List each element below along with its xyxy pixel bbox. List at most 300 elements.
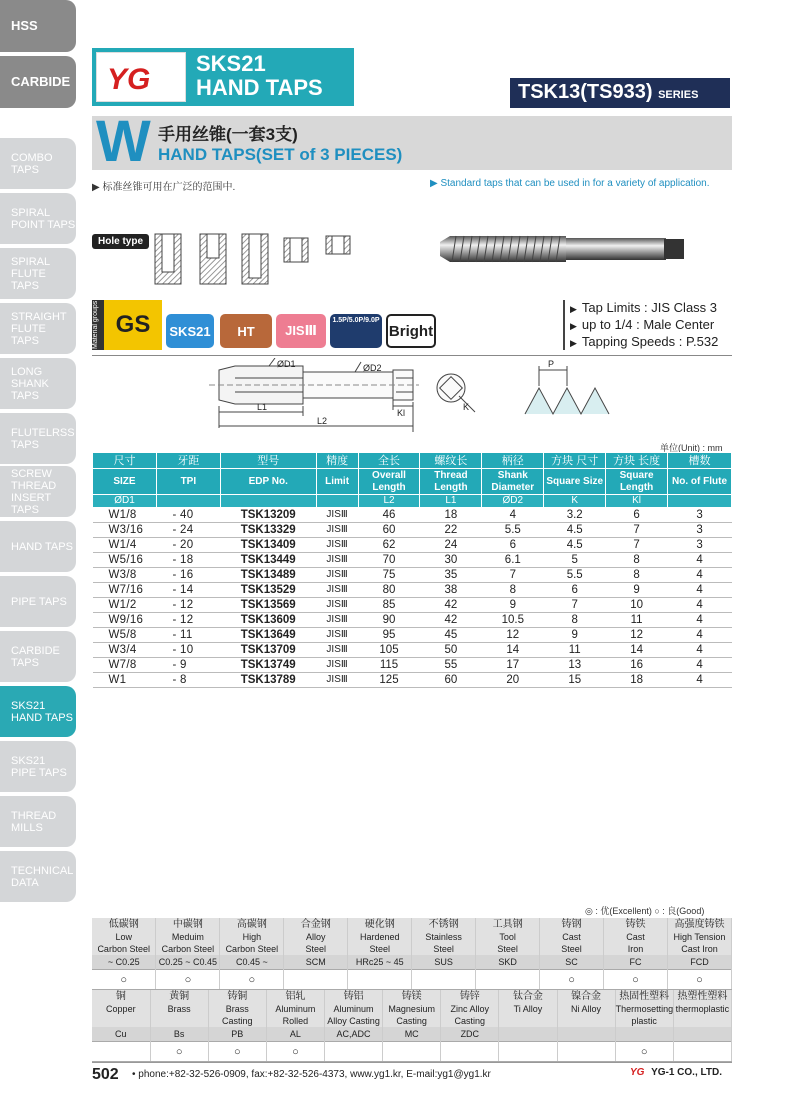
- material-badge: JISⅢ: [276, 314, 326, 348]
- material-cell: Bs: [150, 1027, 208, 1042]
- cell-edp: TSK13569: [220, 598, 316, 613]
- material-cell: ○: [667, 970, 731, 990]
- cell-kl: 18: [606, 673, 668, 688]
- sidebar-item[interactable]: [0, 631, 76, 682]
- material-cell: ○: [604, 970, 668, 990]
- material-cell: 黄铜: [150, 990, 208, 1003]
- cell-k: 11: [544, 643, 606, 658]
- material-cell: Cast Iron: [667, 943, 731, 955]
- table-row: [93, 523, 732, 538]
- material-cell: 铸钢: [540, 918, 604, 931]
- cell-kl: 12: [606, 628, 668, 643]
- material-cell: 铜: [92, 990, 150, 1003]
- sidebar-item[interactable]: [0, 796, 76, 847]
- sidebar-item-text: HAND TAPS: [11, 711, 73, 724]
- material-cell: thermoplastic: [673, 1003, 731, 1015]
- material-cell: ○: [540, 970, 604, 990]
- material-cell: 高碳钢: [220, 918, 284, 931]
- column-header: EDP No.: [220, 469, 316, 495]
- sidebar-item[interactable]: [0, 138, 76, 189]
- cell-flute: 4: [668, 673, 732, 688]
- cell-size: W7/8: [93, 658, 157, 673]
- sidebar-item-text: LONG SHANK: [11, 365, 49, 390]
- cell-flute: 3: [668, 523, 732, 538]
- material-cell: [284, 970, 348, 990]
- material-cell: [673, 1027, 731, 1042]
- material-cell: [92, 1015, 150, 1027]
- sidebar-item[interactable]: [0, 358, 76, 409]
- blind-hole-icon: [155, 234, 181, 284]
- cell-limit: JISⅢ: [316, 538, 358, 553]
- sidebar-item-label: [11, 468, 76, 516]
- sidebar-item[interactable]: [0, 413, 76, 464]
- material-cell: Carbon Steel: [92, 943, 156, 955]
- sidebar-item-text: PIPE TAPS: [11, 766, 67, 779]
- label-l2: L2: [317, 416, 328, 426]
- sidebar-item-label: [11, 596, 67, 608]
- material-cell: Casting: [208, 1015, 266, 1027]
- material-cell: 镍合金: [557, 990, 615, 1003]
- material-cell: 不锈钢: [412, 918, 476, 931]
- column-header: 精度: [316, 453, 358, 469]
- cell-l2: 90: [358, 613, 420, 628]
- sidebar-item-text: SKS21: [11, 699, 46, 712]
- material-cell: [673, 1015, 731, 1027]
- cell-k: 6: [544, 583, 606, 598]
- cell-edp: TSK13529: [220, 583, 316, 598]
- material-cell: [557, 1042, 615, 1062]
- cell-k: 15: [544, 673, 606, 688]
- cell-size: W1: [93, 673, 157, 688]
- sidebar-tab-hss[interactable]: [0, 0, 76, 52]
- material-cell: 热塑性塑料: [673, 990, 731, 1003]
- column-header: SIZE: [93, 469, 157, 495]
- sidebar-item[interactable]: [0, 193, 76, 244]
- material-cell: Steel: [540, 943, 604, 955]
- cell-l1: 35: [420, 568, 482, 583]
- cell-tpi: - 11: [156, 628, 220, 643]
- cell-size: W9/16: [93, 613, 157, 628]
- material-cell: [325, 1042, 383, 1062]
- cell-l2: 105: [358, 643, 420, 658]
- cell-kl: 16: [606, 658, 668, 673]
- material-row-en1: [92, 1003, 732, 1015]
- brand-title: [196, 52, 323, 100]
- cell-flute: 4: [668, 568, 732, 583]
- material-cell: FC: [604, 955, 668, 970]
- cell-kl: 11: [606, 613, 668, 628]
- cell-l2: 60: [358, 523, 420, 538]
- material-cell: SC: [540, 955, 604, 970]
- cell-l1: 38: [420, 583, 482, 598]
- column-header: Overall Length: [358, 469, 420, 495]
- material-row-mark: [92, 1042, 732, 1062]
- material-cell: AC,ADC: [325, 1027, 383, 1042]
- column-header: TPI: [156, 469, 220, 495]
- material-cell: 硬化钢: [348, 918, 412, 931]
- material-cell: Rolled: [266, 1015, 324, 1027]
- material-cell: [557, 1027, 615, 1042]
- cell-d2: 7: [482, 568, 544, 583]
- cell-l1: 18: [420, 508, 482, 523]
- cell-k: 4.5: [544, 538, 606, 553]
- table-row: [93, 658, 732, 673]
- material-cell: Casting: [383, 1015, 441, 1027]
- column-header: [156, 495, 220, 508]
- cell-limit: JISⅢ: [316, 643, 358, 658]
- cell-k: 8: [544, 613, 606, 628]
- page-title-en: HAND TAPS(SET of 3 PIECES): [158, 145, 403, 164]
- table-row: [93, 643, 732, 658]
- material-cell: Casting: [441, 1015, 499, 1027]
- material-cell: Thermosetting: [615, 1004, 674, 1014]
- material-cell: Aluminum: [266, 1003, 324, 1015]
- cell-l1: 22: [420, 523, 482, 538]
- svg-text:YG: YG: [107, 63, 151, 96]
- material-cell: 钛合金: [499, 990, 557, 1003]
- material-cell: Cu: [92, 1027, 150, 1042]
- column-header: K: [544, 495, 606, 508]
- column-header: Shank Diameter: [482, 469, 544, 495]
- sidebar-item-text: SPIRAL: [11, 206, 51, 219]
- sidebar-item-label: [11, 865, 73, 889]
- material-row-mark: [92, 970, 732, 990]
- material-cell: Carbon Steel: [156, 943, 220, 955]
- cell-edp: TSK13709: [220, 643, 316, 658]
- column-header: [316, 495, 358, 508]
- material-cell: Steel: [476, 943, 540, 955]
- sidebar-item-label: [11, 541, 73, 553]
- cell-size: W5/8: [93, 628, 157, 643]
- sidebar-item-text: FLUTE TAPS: [11, 267, 46, 292]
- sidebar-item-text: TAPS: [11, 438, 39, 451]
- cell-tpi: - 10: [156, 643, 220, 658]
- label-d1: ØD1: [277, 359, 296, 369]
- label-l1: L1: [257, 402, 268, 412]
- material-cell: ○: [156, 970, 220, 990]
- material-row-en2: [92, 1015, 732, 1027]
- sidebar-item-text: SPIRAL: [11, 255, 51, 268]
- cell-tpi: - 14: [156, 583, 220, 598]
- sidebar-tab-carbide[interactable]: [0, 56, 76, 108]
- cell-size: W3/16: [93, 523, 157, 538]
- cell-limit: JISⅢ: [316, 628, 358, 643]
- material-cell: 工具钢: [476, 918, 540, 931]
- material-cell: 铸锌: [441, 990, 499, 1003]
- cell-kl: 14: [606, 643, 668, 658]
- material-cell: 热固性塑料: [615, 990, 673, 1003]
- material-cell: [615, 1027, 673, 1042]
- column-header: [220, 495, 316, 508]
- cell-kl: 7: [606, 538, 668, 553]
- cell-l2: 85: [358, 598, 420, 613]
- material-cell: Cast: [540, 931, 604, 943]
- table-row: [93, 583, 732, 598]
- cell-k: 13: [544, 658, 606, 673]
- spec-tap-limits: ▶ Tap Limits : JIS Class 3: [570, 300, 718, 317]
- description-en: ▶ Standard taps that can be used in for a variety of application.: [430, 178, 710, 189]
- cell-limit: JISⅢ: [316, 523, 358, 538]
- sidebar-item[interactable]: [0, 576, 76, 627]
- material-cell: SKD: [476, 955, 540, 970]
- column-header: Thread Length: [420, 469, 482, 495]
- column-header: L2: [358, 495, 420, 508]
- material-cell: [476, 970, 540, 990]
- cell-k: 3.2: [544, 508, 606, 523]
- cell-edp: TSK13449: [220, 553, 316, 568]
- cell-tpi: - 8: [156, 673, 220, 688]
- material-cell: Brass: [208, 1003, 266, 1015]
- cell-flute: 4: [668, 598, 732, 613]
- unit-label: 单位(Unit) : mm: [660, 443, 723, 453]
- sidebar-item-text: TECHNICAL: [11, 864, 74, 877]
- cell-edp: TSK13789: [220, 673, 316, 688]
- brand-line-1: SKS21: [196, 51, 266, 76]
- spec-male-center: ▶ up to 1/4 : Male Center: [570, 317, 718, 334]
- dimension-diagram: [205, 358, 745, 438]
- through-hole-icon: [326, 236, 350, 254]
- column-header: L1: [420, 495, 482, 508]
- sidebar-item-label: [11, 427, 75, 451]
- cell-tpi: - 16: [156, 568, 220, 583]
- sidebar-item-label: [11, 256, 76, 292]
- footer-brand: [630, 1067, 722, 1078]
- cell-l2: 62: [358, 538, 420, 553]
- cell-limit: JISⅢ: [316, 598, 358, 613]
- sidebar-item-text: CARBIDE: [11, 644, 60, 657]
- column-header: No. of Flute: [668, 469, 732, 495]
- material-cell: HRc25 ~ 45: [348, 955, 412, 970]
- material-row-cn: [92, 918, 732, 931]
- material-cell: AL: [266, 1027, 324, 1042]
- cell-size: W3/4: [93, 643, 157, 658]
- sidebar-item-label: [11, 152, 53, 176]
- sidebar-item[interactable]: [0, 851, 76, 902]
- material-cell: Aluminum: [325, 1003, 383, 1015]
- column-header: Limit: [316, 469, 358, 495]
- cell-kl: 9: [606, 583, 668, 598]
- material-cell: 中碳钢: [156, 918, 220, 931]
- material-cell: Ni Alloy: [557, 1003, 615, 1015]
- column-header: 型号: [220, 453, 316, 469]
- cell-flute: 4: [668, 628, 732, 643]
- cell-l2: 95: [358, 628, 420, 643]
- hole-type-icons: [150, 228, 360, 290]
- cell-l1: 50: [420, 643, 482, 658]
- material-cell: High: [220, 931, 284, 943]
- through-hole-icon: [284, 238, 308, 262]
- column-header: ØD1: [93, 495, 157, 508]
- sidebar-item-text: STRAIGHT: [11, 310, 67, 323]
- material-cell: Brass: [150, 1003, 208, 1015]
- cell-edp: TSK13649: [220, 628, 316, 643]
- column-header: Kl: [606, 495, 668, 508]
- column-header: 槽数: [668, 453, 732, 469]
- cell-limit: JISⅢ: [316, 553, 358, 568]
- material-cell: Steel: [284, 943, 348, 955]
- sidebar-item-text: THREAD: [11, 479, 57, 492]
- material-cell: [383, 1042, 441, 1062]
- cell-d2: 8: [482, 583, 544, 598]
- cell-size: W1/8: [93, 508, 157, 523]
- cell-size: W3/8: [93, 568, 157, 583]
- cell-edp: TSK13749: [220, 658, 316, 673]
- cell-tpi: - 9: [156, 658, 220, 673]
- sidebar-item-label: [11, 645, 60, 669]
- series-label: [510, 78, 730, 108]
- cell-l2: 125: [358, 673, 420, 688]
- table-row: [93, 538, 732, 553]
- sidebar-item-text: SCREW: [11, 467, 52, 480]
- cell-flute: 4: [668, 643, 732, 658]
- sidebar-item-text: THREAD: [11, 809, 57, 822]
- material-cell: Steel: [412, 943, 476, 955]
- material-cell: [557, 1015, 615, 1027]
- cell-flute: 3: [668, 538, 732, 553]
- material-cell: Hardened: [348, 931, 412, 943]
- material-badge: Bright: [386, 314, 436, 348]
- cell-d2: 9: [482, 598, 544, 613]
- page-title-cn: 手用丝锥(一套3支): [158, 125, 298, 144]
- material-cell: ○: [150, 1042, 208, 1062]
- cell-d2: 10.5: [482, 613, 544, 628]
- sidebar-item-label: [11, 810, 56, 834]
- cell-l1: 24: [420, 538, 482, 553]
- column-header: 全长: [358, 453, 420, 469]
- sidebar-item-text: FLUTE TAPS: [11, 322, 46, 347]
- column-header: Square Size: [544, 469, 606, 495]
- sidebar-item[interactable]: [0, 466, 76, 517]
- cell-size: W1/2: [93, 598, 157, 613]
- footer-logo: YG: [630, 1067, 645, 1078]
- sidebar-item[interactable]: [0, 303, 76, 354]
- table-row: [93, 613, 732, 628]
- sidebar-item[interactable]: [0, 741, 76, 792]
- material-cell: ZDC: [441, 1027, 499, 1042]
- material-cell: 铸镁: [383, 990, 441, 1003]
- material-cell: [499, 1027, 557, 1042]
- material-cell: PB: [208, 1027, 266, 1042]
- label-d2: ØD2: [363, 363, 382, 373]
- cell-tpi: - 20: [156, 538, 220, 553]
- material-cell: Iron: [604, 943, 668, 955]
- material-cell: ○: [615, 1042, 673, 1062]
- brand-line-2: HAND TAPS: [196, 75, 323, 100]
- cell-kl: 8: [606, 553, 668, 568]
- material-cell: SUS: [412, 955, 476, 970]
- cell-flute: 4: [668, 583, 732, 598]
- spec-table: [92, 452, 732, 688]
- cell-l2: 70: [358, 553, 420, 568]
- sidebar-item-text: TAPS: [11, 656, 39, 669]
- company-name: YG-1 CO., LTD.: [651, 1067, 722, 1078]
- sidebar-item-text: HAND TAPS: [11, 540, 73, 553]
- material-cell: 铸铁: [604, 918, 668, 931]
- material-cell: plastic: [615, 1015, 673, 1027]
- sidebar-item[interactable]: [0, 521, 76, 572]
- material-badge: HT: [220, 314, 272, 348]
- sidebar-item[interactable]: [0, 248, 76, 299]
- material-cell: [673, 1042, 731, 1062]
- material-cell: ○: [220, 970, 284, 990]
- cell-limit: JISⅢ: [316, 508, 358, 523]
- material-cell: ~ C0.25: [92, 955, 156, 970]
- cell-l2: 46: [358, 508, 420, 523]
- material-cell: Carbon Steel: [220, 943, 284, 955]
- sidebar-item[interactable]: [0, 686, 76, 737]
- material-badge: 1.5P/5.0P/9.0P: [330, 314, 382, 348]
- material-table-top: [92, 918, 732, 990]
- material-cell: ○: [92, 970, 156, 990]
- material-cell: Ti Alloy: [499, 1003, 557, 1015]
- cell-kl: 10: [606, 598, 668, 613]
- cell-limit: JISⅢ: [316, 583, 358, 598]
- material-cell: C0.45 ~: [220, 955, 284, 970]
- cell-l2: 75: [358, 568, 420, 583]
- table-row: [93, 508, 732, 523]
- cell-tpi: - 24: [156, 523, 220, 538]
- material-row-en2: [92, 943, 732, 955]
- cell-limit: JISⅢ: [316, 568, 358, 583]
- material-row-cn: [92, 990, 732, 1003]
- tap-image: [436, 230, 688, 268]
- sidebar-item-label: [11, 207, 75, 231]
- material-cell: 铸铜: [208, 990, 266, 1003]
- cell-k: 7: [544, 598, 606, 613]
- section-letter: W: [96, 109, 151, 174]
- cell-l1: 60: [420, 673, 482, 688]
- material-cell: C0.25 ~ C0.45: [156, 955, 220, 970]
- column-header: 方块 长度: [606, 453, 668, 469]
- sidebar-item-label: [11, 311, 76, 347]
- cell-l2: 115: [358, 658, 420, 673]
- material-cell: [150, 1015, 208, 1027]
- sidebar-tab-label: HSS: [11, 18, 38, 33]
- cell-flute: 4: [668, 613, 732, 628]
- table-row: [93, 568, 732, 583]
- material-cell: Copper: [92, 1003, 150, 1015]
- cell-k: 5: [544, 553, 606, 568]
- cell-l1: 42: [420, 613, 482, 628]
- cell-size: W1/4: [93, 538, 157, 553]
- material-cell: 铸铝: [325, 990, 383, 1003]
- sidebar-item-label: [11, 755, 67, 779]
- cell-flute: 3: [668, 508, 732, 523]
- cell-l1: 55: [420, 658, 482, 673]
- material-cell: Meduim: [156, 931, 220, 943]
- material-cell: Alloy: [284, 931, 348, 943]
- legend: ◎ : 优(Excellent) ○ : 良(Good): [585, 906, 705, 916]
- material-cell: MC: [383, 1027, 441, 1042]
- cell-d2: 6: [482, 538, 544, 553]
- material-badge: SKS21: [166, 314, 214, 348]
- sidebar-item-text: POINT TAPS: [11, 218, 76, 231]
- cell-d2: 12: [482, 628, 544, 643]
- material-cell: [412, 970, 476, 990]
- cell-d2: 4: [482, 508, 544, 523]
- material-cell: Stainless: [412, 931, 476, 943]
- cell-tpi: - 12: [156, 613, 220, 628]
- material-cell: ○: [266, 1042, 324, 1062]
- sidebar-item-text: MILLS: [11, 821, 43, 834]
- cell-kl: 8: [606, 568, 668, 583]
- divider: [563, 300, 565, 350]
- cell-size: W7/16: [93, 583, 157, 598]
- cell-k: 9: [544, 628, 606, 643]
- material-cell: [499, 1015, 557, 1027]
- column-header: 方块 尺寸: [544, 453, 606, 469]
- hole-type-label: Hole type: [92, 234, 149, 249]
